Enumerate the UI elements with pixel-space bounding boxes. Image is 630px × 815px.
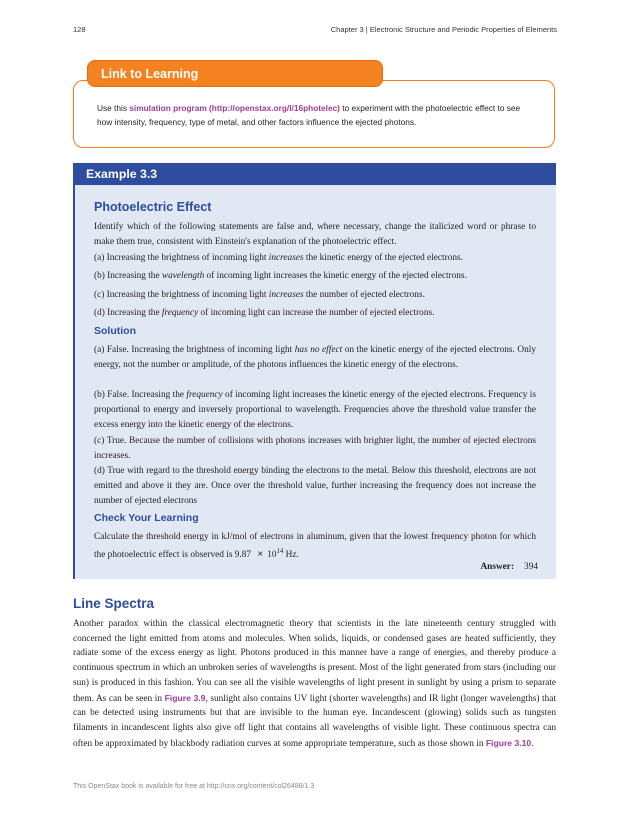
figure-3-10-link[interactable]: Figure 3.10	[485, 737, 532, 748]
link-to-learning-text	[97, 102, 537, 129]
running-header	[73, 25, 557, 37]
item-d-post: of incoming light can increase the number of ejected electrons.	[198, 308, 435, 318]
simulation-link[interactable]: simulation program (http://openstax.org/l/16photelec)	[129, 103, 340, 113]
link-to-learning-title: Link to Learning	[101, 67, 199, 81]
check-base: 10	[267, 549, 277, 560]
section-text-2: , sunlight also contains UV light (shorter wavelengths) and IR light (longer wavelengths) that can be detected using instruments but that are invisible to the human eye. Incandescent (glowing) solids such as tungsten filaments in incandescent lights also give off light that contains all wavelengths of visible light. These continuous spectra can often be approximated by blackbody radiation curves at some appropriate temperature, such as those shown in	[73, 693, 556, 749]
item-c-em: increases	[268, 290, 304, 300]
chapter-title: Chapter 3 | Electronic Structure and Periodic Properties of Elements	[330, 25, 557, 34]
section-title: Line Spectra	[73, 596, 155, 611]
example-header	[73, 163, 556, 185]
section-text-3: .	[531, 738, 534, 749]
item-a-em: increases	[268, 253, 304, 263]
example-label: Example 3.3	[86, 167, 158, 181]
answer-label: Answer:	[480, 562, 515, 572]
solution-c	[94, 434, 536, 464]
item-a-pre: (a) Increasing the brightness of incoming light	[94, 253, 269, 263]
solution-a-post: on the kinetic energy of the ejected electrons. Only energy, not the number or amplitude, of the photons influences the kinetic energy of the electrons.	[94, 345, 536, 370]
solution-a-pre: (a) False. Increasing the brightness of incoming light	[94, 345, 295, 355]
page-number: 128	[73, 25, 86, 34]
example-prompt: Identify which of the following statements are false and, where necessary, change the italicized word or phrase to make them true, consistent with Einstein's explanation of the photoelectric effect.	[94, 222, 536, 247]
figure-3-9-link[interactable]: Figure 3.9	[164, 692, 206, 703]
page-footer: This OpenStax book is available for free at http://cnx.org/content/col26488/1.3	[73, 783, 315, 790]
solution-b-post: of incoming light increases the kinetic energy of the ejected electrons. Frequency is proportional to energy and inversely proportional to wavelength. Frequencies above the threshold value transfer the excess energy into the kinetic energy of the electrons.	[94, 390, 536, 430]
item-c-pre: (c) Increasing the brightness of incoming light	[94, 290, 269, 300]
solution-b-pre: (b) False. Increasing the	[94, 390, 187, 400]
times-sign: ×	[257, 548, 264, 560]
item-b-em: wavelength	[161, 271, 205, 281]
example-item-b	[94, 269, 536, 284]
answer	[480, 562, 538, 572]
check-exponent: 14	[276, 547, 284, 555]
section-body	[73, 617, 556, 751]
item-d-em: frequency	[161, 308, 199, 318]
ltl-text-after: to experiment with the photoelectric effect to see how intensity, frequency, type of metal, and other factors influence the ejected photons.	[97, 103, 521, 127]
check-your-learning-heading: Check Your Learning	[94, 512, 199, 524]
check-your-learning-text	[94, 530, 536, 563]
item-a-post: the kinetic energy of the ejected electrons.	[303, 253, 463, 263]
solution-heading: Solution	[94, 325, 136, 337]
item-b-post: of incoming light increases the kinetic energy of the ejected electrons.	[204, 271, 467, 281]
solution-a-em: has no effect	[294, 345, 343, 355]
link-to-learning-tab	[87, 60, 383, 87]
item-d-pre: (d) Increasing the	[94, 308, 162, 318]
solution-d-text: (d) True with regard to the threshold energy binding the electrons to the metal. Below this threshold, electrons are not emitted and above it they are. Once over the threshold value, further increasing the frequency does not increase the number of ejected electrons	[94, 466, 536, 506]
ltl-text-before: Use this	[97, 103, 130, 113]
item-c-post: the number of ejected electrons.	[303, 290, 425, 300]
check-unit: Hz.	[283, 549, 299, 560]
solution-c-text: (c) True. Because the number of collisions with photons increases with brighter light, the number of ejected electrons increases.	[94, 436, 536, 461]
example-title: Photoelectric Effect	[94, 200, 212, 214]
solution-b	[94, 388, 536, 432]
solution-b-em: frequency	[186, 390, 223, 400]
check-text: Calculate the threshold energy in kJ/mol of electrons in aluminum, given that the lowest frequency photon for which the photoelectric effect is observed is 9.87	[94, 532, 536, 560]
answer-value: 394	[524, 562, 538, 572]
item-b-pre: (b) Increasing the	[94, 271, 162, 281]
solution-a	[94, 343, 536, 373]
example-item-a	[94, 251, 536, 266]
solution-d	[94, 464, 536, 508]
example-item-c	[94, 288, 536, 303]
example-item-d	[94, 306, 536, 321]
section-text-1: Another paradox within the classical electromagnetic theory that scientists in the late nineteenth century struggled with concerned the light emitted from atoms and molecules. When solids, liquids, or condensed gases are heated sufficiently, they radiate some of the excess energy as light. Photons produced in this manner have a range of energies, and thereby produce a continuous spectrum in which an unbroken series of wavelengths is present. Most of the light generated from stars (including our sun) is produced in this fashion. You can see all the visible wavelengths of light present in sunlight by using a prism to separate them. As can be seen in	[73, 619, 556, 704]
